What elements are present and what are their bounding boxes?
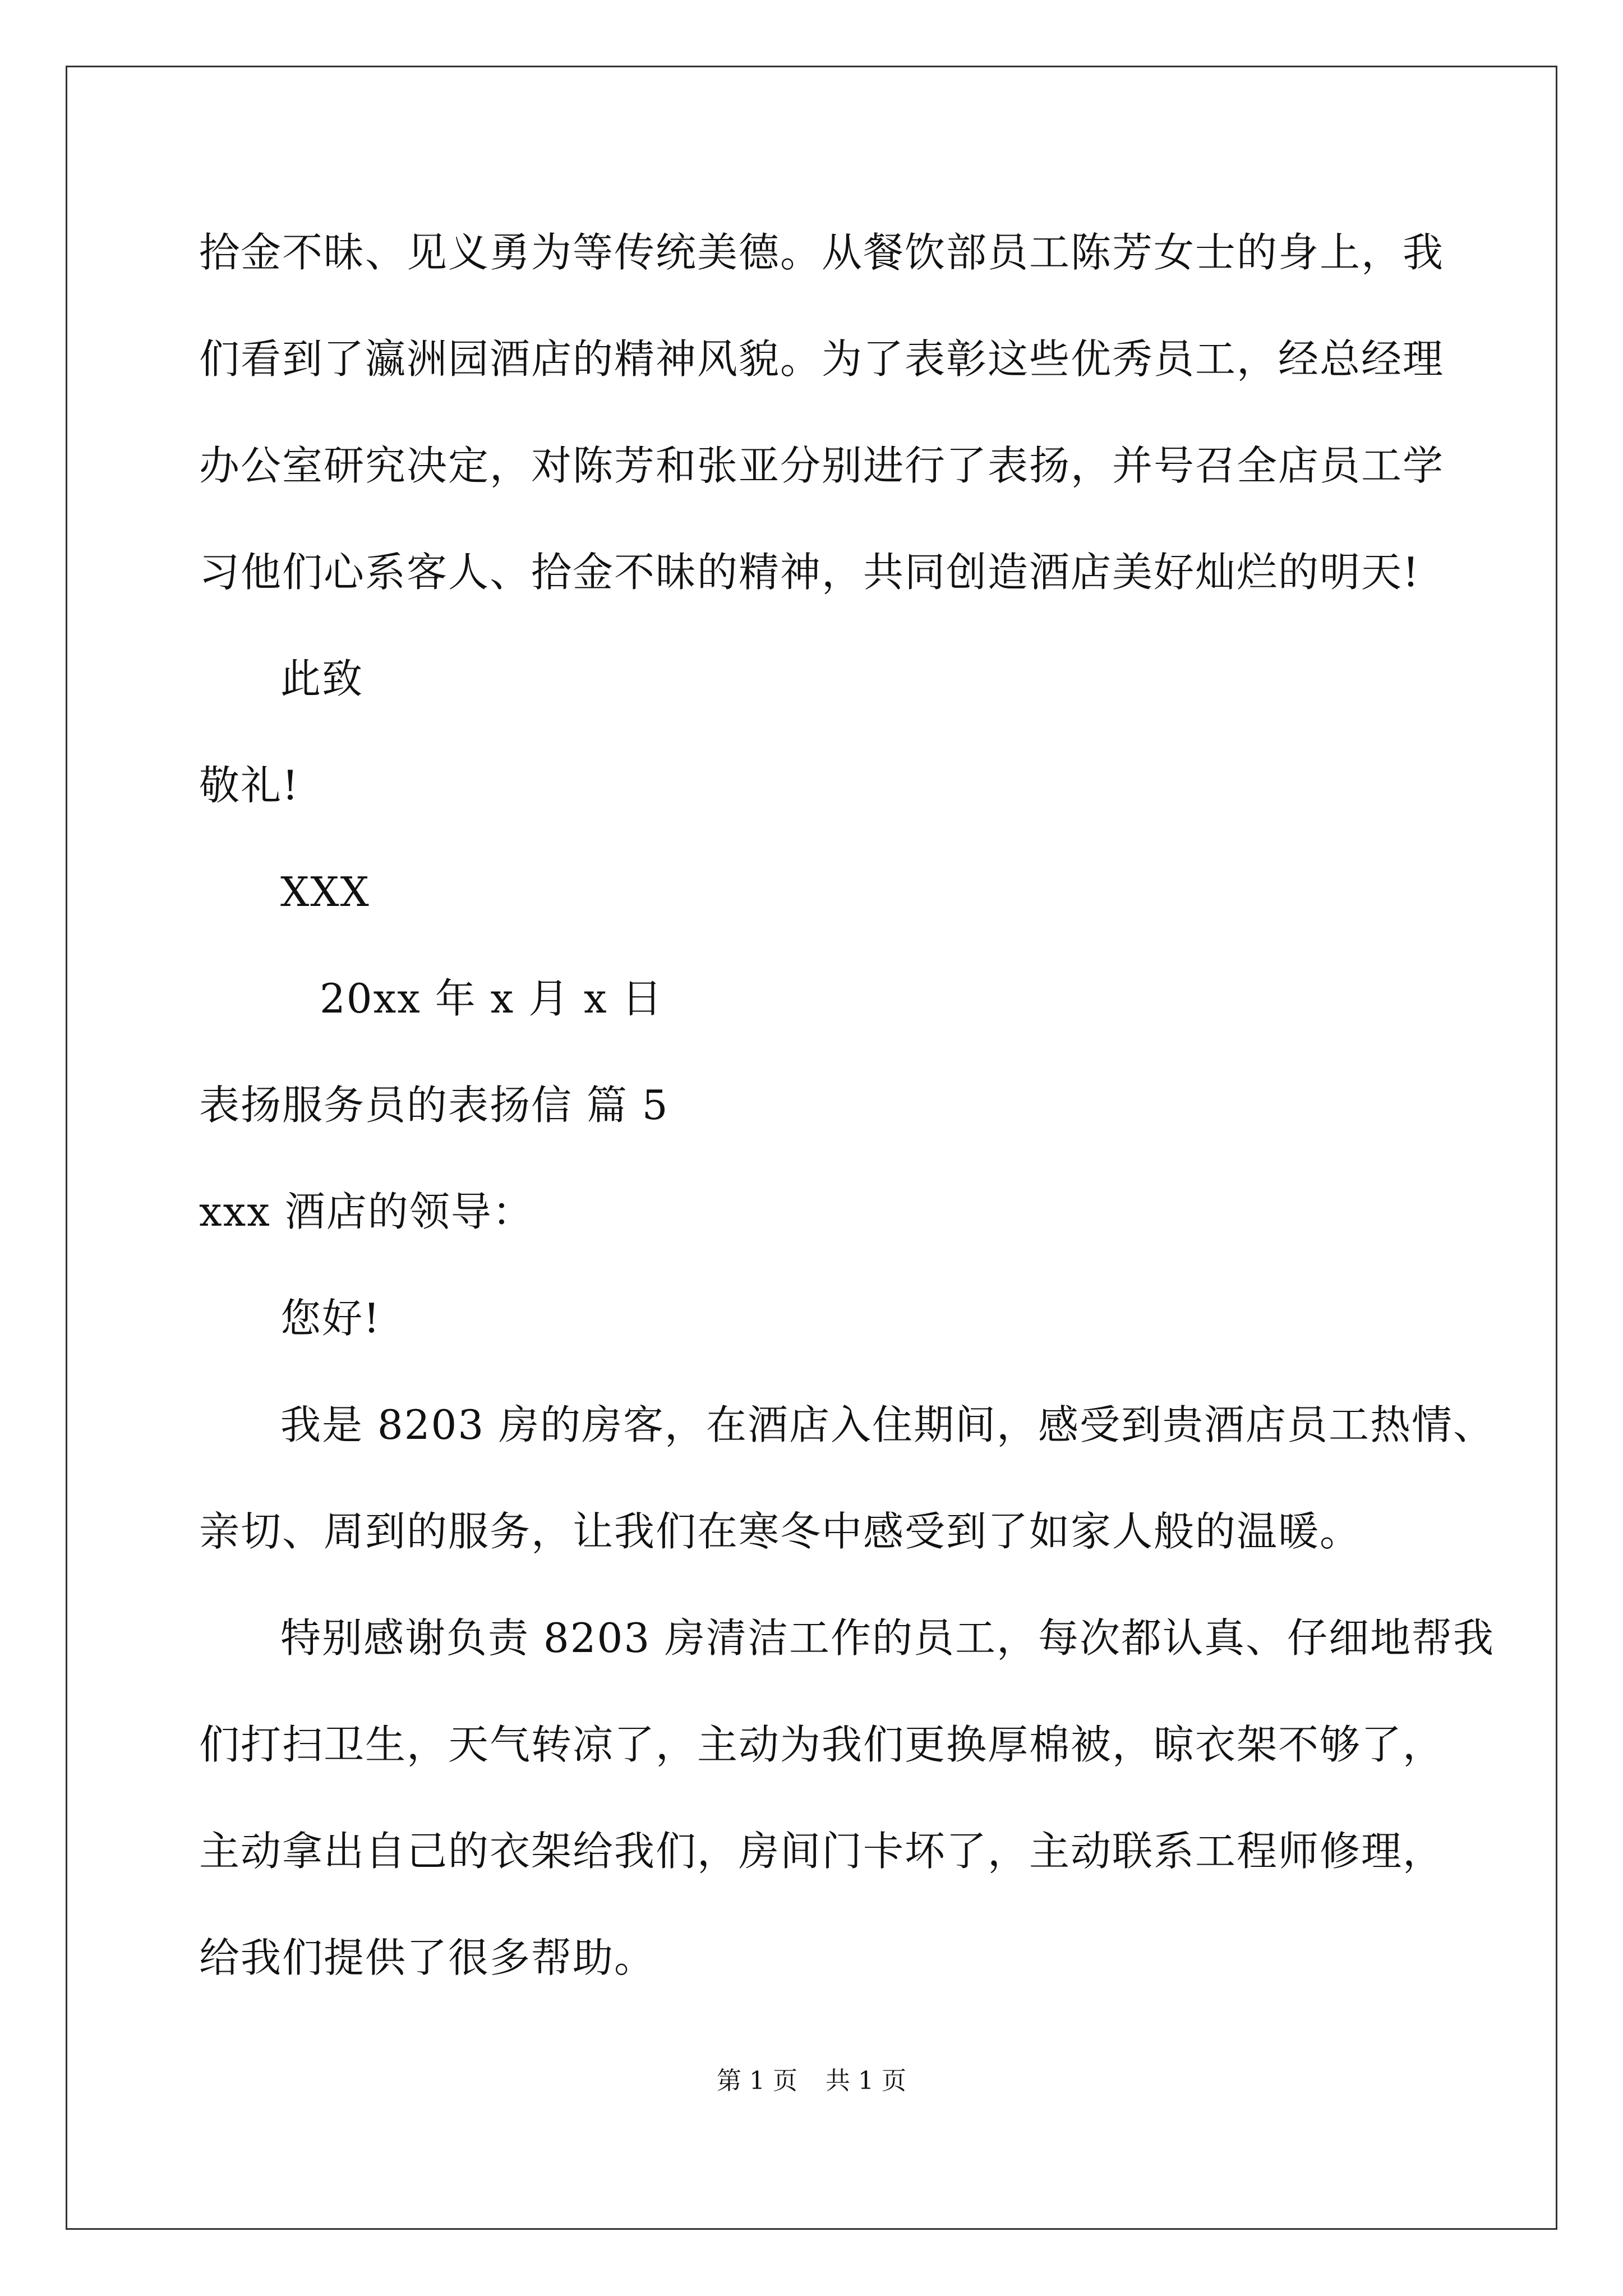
text-line: 习他们心系客人、拾金不昧的精神，共同创造酒店美好灿烂的明天! [199,549,1420,596]
text-line: 拾金不昧、见义勇为等传统美德。从餐饮部员工陈芳女士的身上，我 [199,229,1445,276]
date: 20xx 年 x 月 x 日 [320,975,663,1022]
page-number: 第 1 页 [717,2067,797,2095]
closing-text: 此致 [280,655,364,702]
section-title: 表扬服务员的表扬信 篇 5 [199,1082,669,1129]
paragraph-line: 我是 8203 房的房客，在酒店入住期间，感受到贵酒店员工热情、 [280,1401,1495,1448]
text-line: 们看到了瀛洲园酒店的精神风貌。为了表彰这些优秀员工，经总经理 [199,335,1445,383]
paragraph-line: 亲切、周到的服务，让我们在寒冬中感受到了如家人般的温暖。 [199,1508,1362,1555]
paragraph-line: 给我们提供了很多帮助。 [199,1934,656,1981]
paragraph-line: 特别感谢负责 8203 房清洁工作的员工，每次都认真、仔细地帮我 [280,1614,1495,1662]
page-border [66,66,1557,2230]
page-total: 共 1 页 [826,2067,906,2095]
paragraph-line: 们打扫卫生，天气转凉了，主动为我们更换厚棉被，晾衣架不够了， [199,1721,1445,1768]
text-line: 办公室研究决定，对陈芳和张亚分别进行了表扬，并号召全店员工学 [199,442,1445,489]
greeting: 您好! [280,1295,381,1342]
page-footer [0,2064,1623,2098]
addressee: xxx 酒店的领导： [199,1188,534,1235]
paragraph-line: 主动拿出自己的衣架给我们，房间门卡坏了，主动联系工程师修理， [199,1828,1445,1875]
salute-text: 敬礼! [199,762,299,809]
signature: XXX [280,868,370,915]
